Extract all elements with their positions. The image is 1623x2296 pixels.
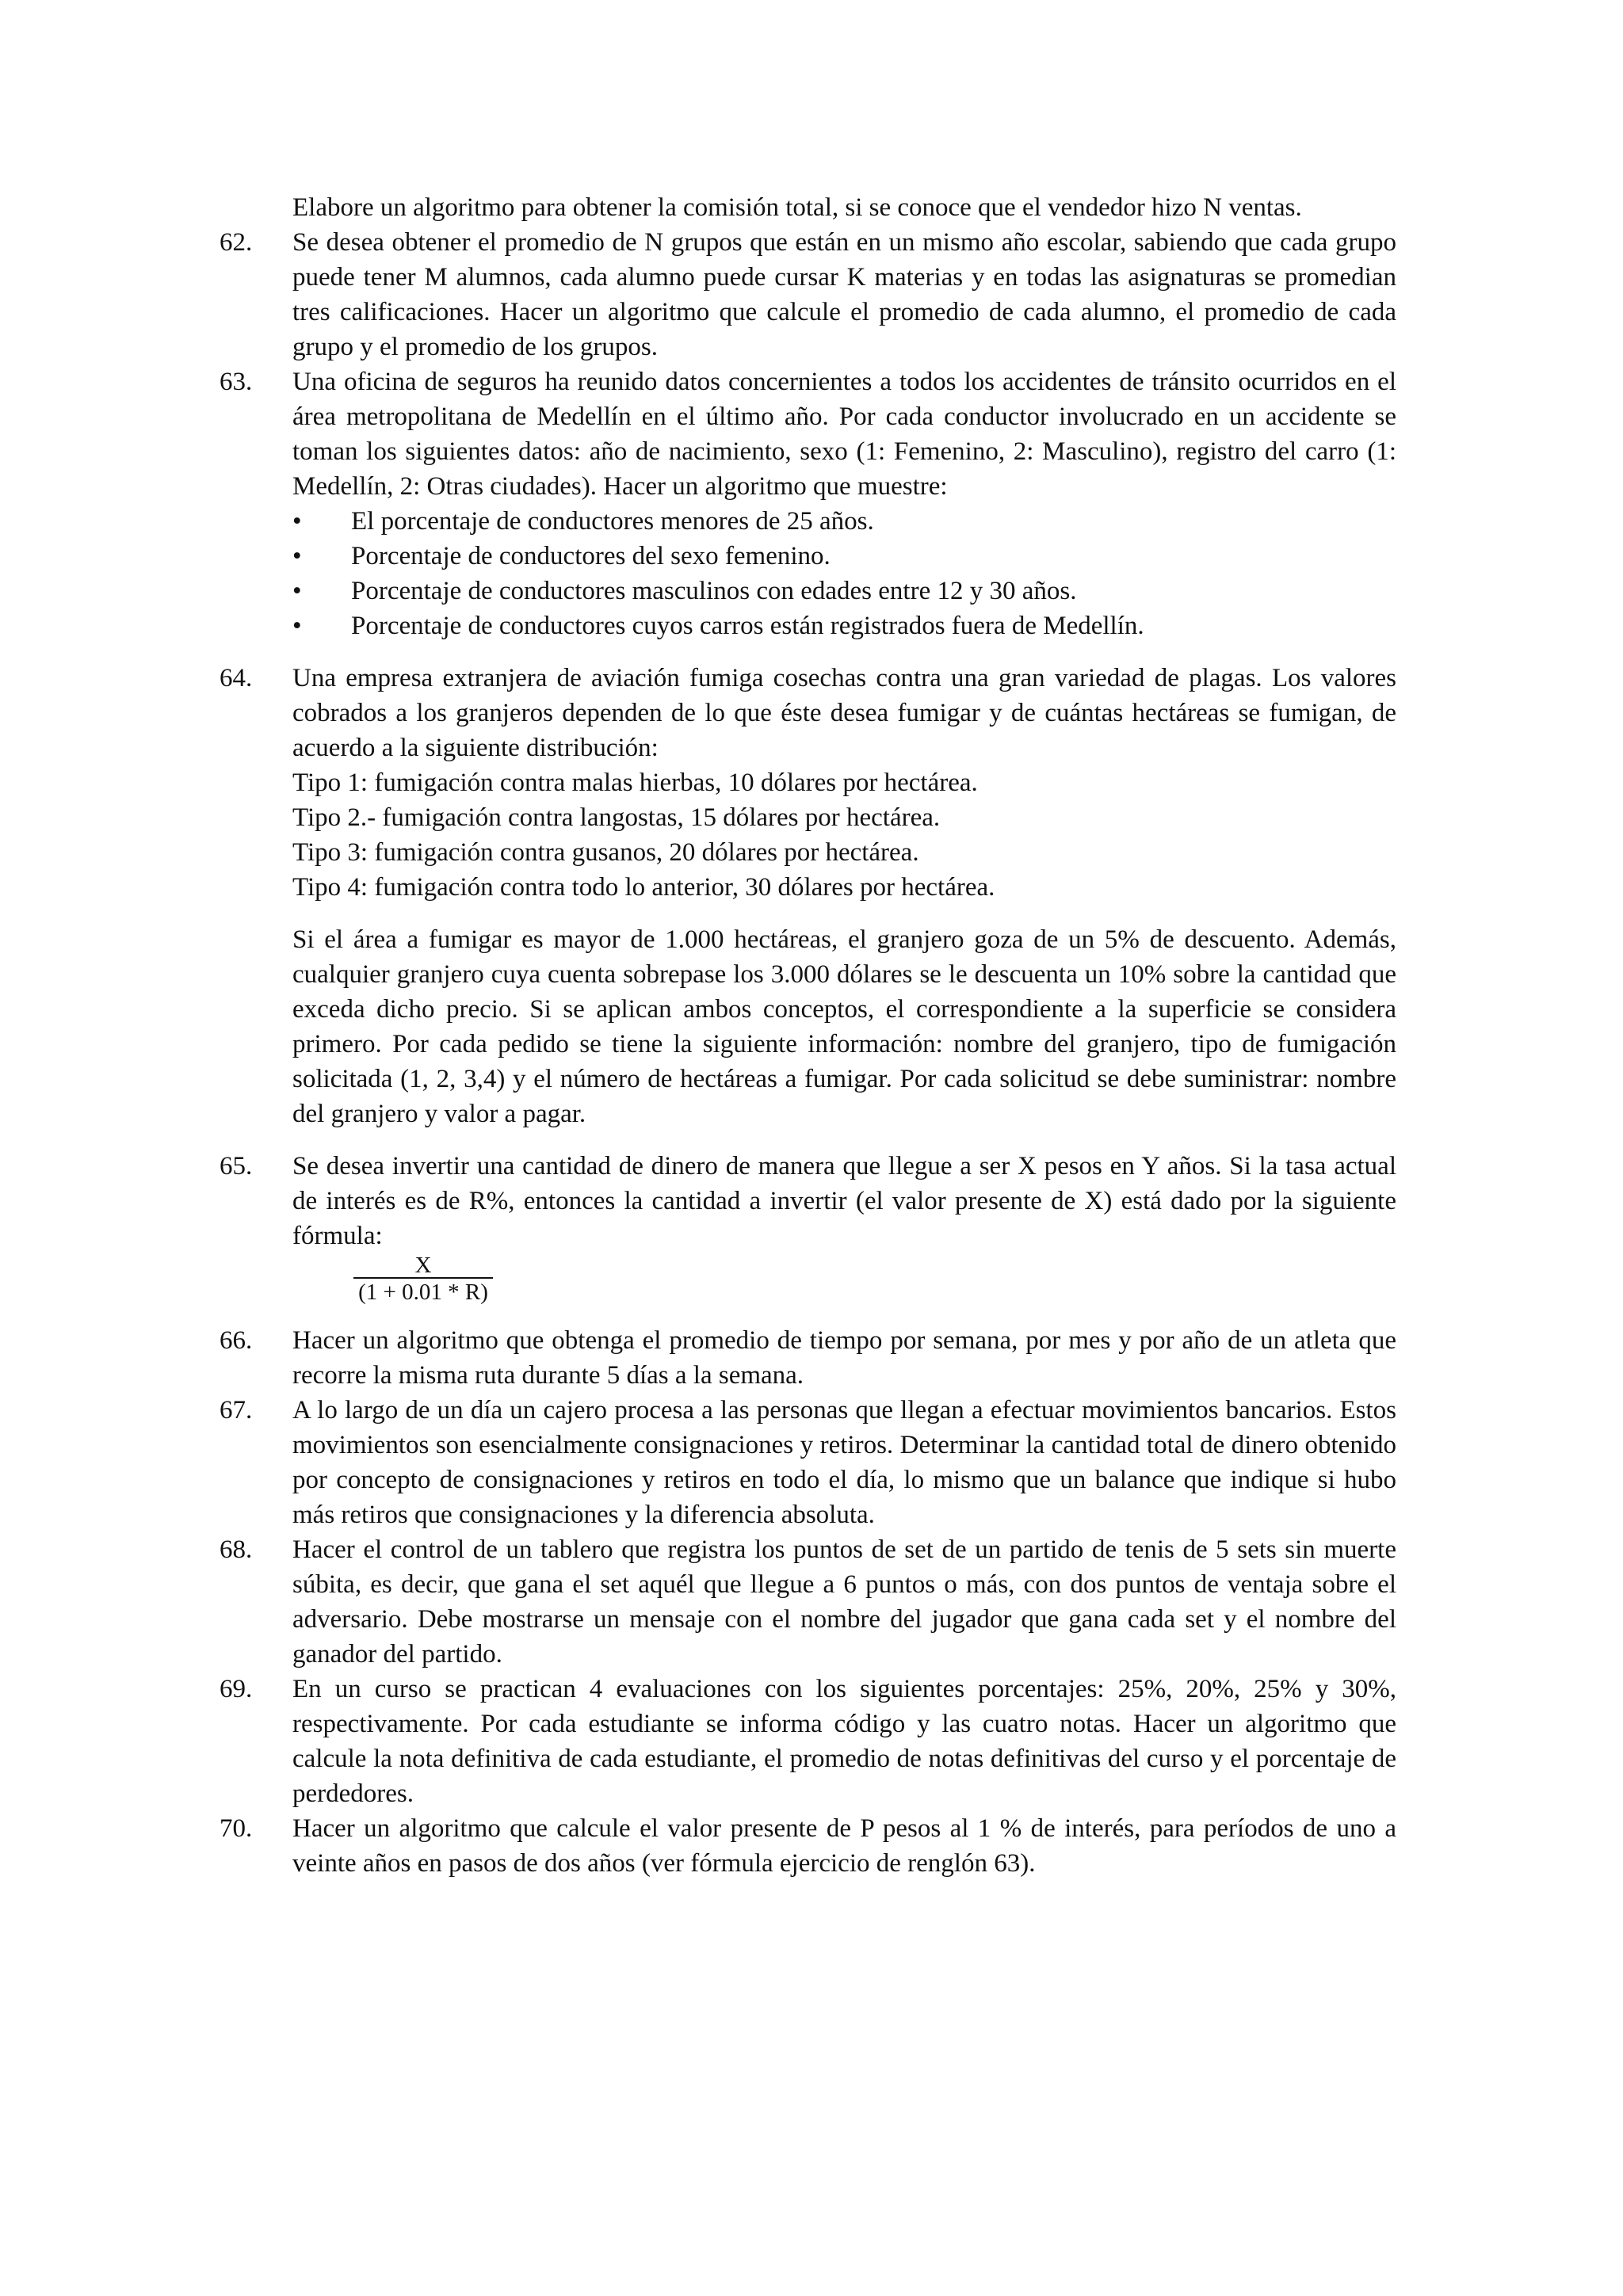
- exercise-body: [292, 1149, 1396, 1306]
- spacer: [220, 643, 1396, 661]
- fumigation-types: [292, 765, 1396, 905]
- bullet-mark: •: [292, 507, 302, 536]
- exercise-number: 66.: [220, 1326, 253, 1355]
- bullet-text: El porcentaje de conductores menores de 25 años.: [351, 507, 874, 536]
- formula-denominator: (1 + 0.01 * R): [358, 1280, 488, 1305]
- exercise-66: [220, 1323, 1396, 1393]
- bullet-text: Porcentaje de conductores del sexo femenino.: [351, 542, 831, 570]
- bullet-item: [292, 539, 1396, 574]
- exercise-text: Se desea obtener el promedio de N grupos que están en un mismo año escolar, sabiendo que cada grupo puede tener M alumnos, cada alumno puede cursar K materias y en todas las asignaturas se promedian tres calificaciones. Hacer un algoritmo que calcule el promedio de cada alumno, el promedio de cada grupo y el promedio de los grupos.: [292, 228, 1396, 361]
- bullet-mark: •: [292, 542, 302, 570]
- bullet-list: [292, 504, 1396, 643]
- exercise-63: [220, 364, 1396, 643]
- bullet-text: Porcentaje de conductores masculinos con edades entre 12 y 30 años.: [351, 577, 1077, 605]
- exercise-text: Una oficina de seguros ha reunido datos concernientes a todos los accidentes de tránsito ocurridos en el área metropolitana de Medellín en el último año. Por cada conductor involucrado en un accidente se toman los siguientes datos: año de nacimiento, sexo (1: Femenino, 2: Masculino), registro del carro (1: Medellín, 2: Otras ciudades). Hacer un algoritmo que muestre:: [292, 368, 1396, 501]
- exercise-number: 67.: [220, 1396, 253, 1425]
- exercise-body: [292, 661, 1396, 1131]
- bullet-item: [292, 574, 1396, 608]
- exercise-body: [292, 364, 1396, 643]
- exercise-number: 63.: [220, 368, 253, 396]
- exercise-text-continued: Si el área a fumigar es mayor de 1.000 hectáreas, el granjero goza de un 5% de descuento. Además, cualquier granjero cuya cuenta sobrepase los 3.000 dólares se le descuenta un 10% sobre la cantidad que exceda dicho precio. Si se aplican ambos conceptos, el correspondiente a la superficie se considera primero. Por cada pedido se tiene la siguiente información: nombre del granjero, tipo de fumigación solicitada (1, 2, 3,4) y el número de hectáreas a fumigar. Por cada solicitud se debe suministrar: nombre del granjero y valor a pagar.: [292, 925, 1396, 1128]
- exercise-67: [220, 1393, 1396, 1532]
- type-line: Tipo 4: fumigación contra todo lo anterior, 30 dólares por hectárea.: [292, 873, 995, 902]
- exercise-62: [220, 225, 1396, 364]
- exercise-text: En un curso se practican 4 evaluaciones con los siguientes porcentajes: 25%, 20%, 25% y 30%, respectivamente. Por cada estudiante se informa código y las cuatro notas. Hacer un algoritmo que calcule la nota definitiva de cada estudiante, el promedio de notas definitivas del curso y el porcentaje de perdedores.: [292, 1675, 1396, 1808]
- type-line: Tipo 2.- fumigación contra langostas, 15 dólares por hectárea.: [292, 803, 941, 832]
- exercise-64: [220, 661, 1396, 1131]
- type-line: Tipo 1: fumigación contra malas hierbas, 10 dólares por hectárea.: [292, 769, 978, 797]
- bullet-item: [292, 608, 1396, 643]
- present-value-formula: [353, 1253, 493, 1306]
- type-line: Tipo 3: fumigación contra gusanos, 20 dólares por hectárea.: [292, 838, 919, 867]
- exercise-text: Se desea invertir una cantidad de dinero de manera que llegue a ser X pesos en Y años. Si la tasa actual de interés es de R%, entonces la cantidad a invertir (el valor presente de X) está dado por la siguiente fórmula:: [292, 1152, 1396, 1250]
- exercise-list: [220, 190, 1396, 1881]
- bullet-mark: •: [292, 612, 302, 640]
- bullet-text: Porcentaje de conductores cuyos carros están registrados fuera de Medellín.: [351, 612, 1144, 640]
- bullet-mark: •: [292, 577, 302, 605]
- exercise-text: A lo largo de un día un cajero procesa a las personas que llegan a efectuar movimientos bancarios. Estos movimientos son esencialmente consignaciones y retiros. Determinar la cantidad total de dinero obtenido por concepto de consignaciones y retiros en todo el día, lo mismo que un balance que indique si hubo más retiros que consignaciones y la diferencia absoluta.: [292, 1396, 1396, 1529]
- spacer: [220, 1131, 1396, 1149]
- exercise-text: Hacer un algoritmo que calcule el valor presente de P pesos al 1 % de interés, para períodos de uno a veinte años en pasos de dos años (ver fórmula ejercicio de renglón 63).: [292, 1814, 1396, 1878]
- exercise-number: 64.: [220, 664, 253, 692]
- bullet-item: [292, 504, 1396, 539]
- spacer: [220, 1306, 1396, 1323]
- exercise-69: [220, 1672, 1396, 1811]
- spacer: [292, 905, 1396, 922]
- exercise-text: Hacer un algoritmo que obtenga el promedio de tiempo por semana, por mes y por año de un atleta que recorre la misma ruta durante 5 días a la semana.: [292, 1326, 1396, 1390]
- exercise-number: 70.: [220, 1814, 253, 1843]
- exercise-text: Hacer el control de un tablero que registra los puntos de set de un partido de tenis de 5 sets sin muerte súbita, es decir, que gana el set aquél que llegue a 6 puntos o más, con dos puntos de ventaja sobre el adversario. Debe mostrarse un mensaje con el nombre del jugador que gana cada set y el nombre del ganador del partido.: [292, 1535, 1396, 1669]
- exercise-68: [220, 1532, 1396, 1672]
- exercise-number: 69.: [220, 1675, 253, 1703]
- intro-paragraph: Elabore un algoritmo para obtener la comisión total, si se conoce que el vendedor hizo N ventas.: [292, 193, 1302, 222]
- exercise-number: 68.: [220, 1535, 253, 1564]
- exercise-number: 65.: [220, 1152, 253, 1180]
- exercise-text: Una empresa extranjera de aviación fumiga cosechas contra una gran variedad de plagas. Los valores cobrados a los granjeros dependen de lo que éste desea fumigar y de cuántas hectáreas se fumigan, de acuerdo a la siguiente distribución:: [292, 664, 1396, 762]
- formula-numerator: X: [353, 1253, 493, 1279]
- exercise-65: [220, 1149, 1396, 1306]
- exercise-number: 62.: [220, 228, 253, 257]
- exercise-70: [220, 1811, 1396, 1881]
